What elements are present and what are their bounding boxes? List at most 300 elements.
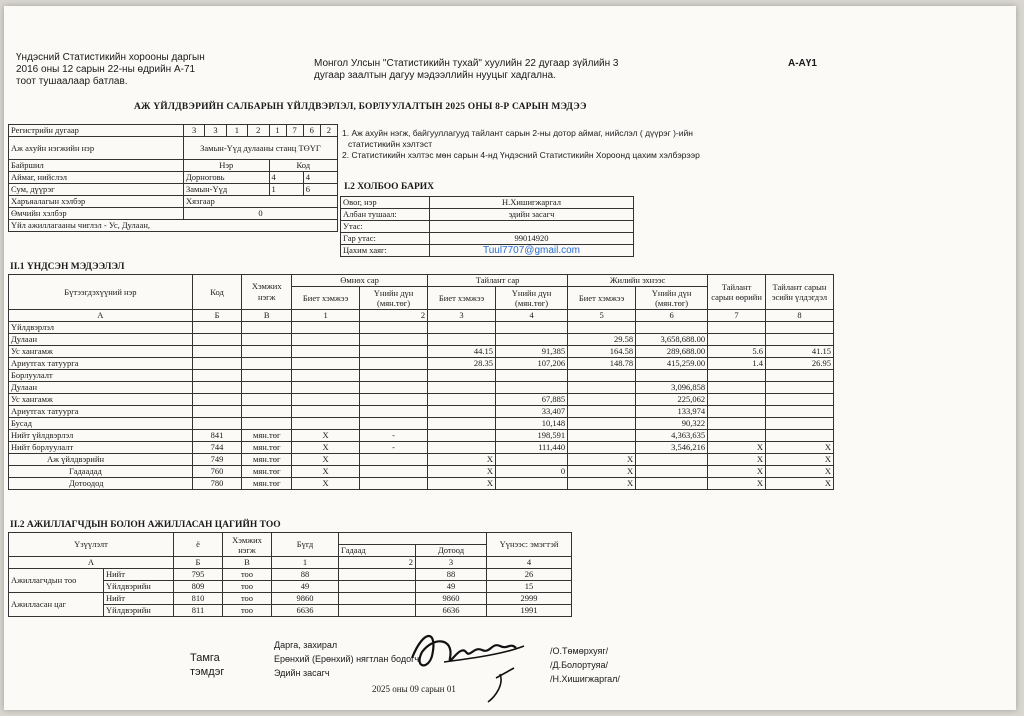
name-label: Аж ахуйн нэгжийн нэр bbox=[9, 137, 184, 160]
cell-product: Ариутгах татуурга bbox=[9, 406, 193, 418]
table-row bbox=[9, 466, 834, 478]
contact-label: Овог, нэр bbox=[341, 197, 430, 209]
cell-cur-value: 0 bbox=[496, 466, 568, 478]
cell-cur-qty bbox=[428, 418, 496, 430]
cell-cur-value bbox=[496, 382, 568, 394]
cell-cur-value bbox=[496, 370, 568, 382]
col-value: Үнийн дүн (мян.төг) bbox=[496, 287, 568, 310]
cell-code bbox=[192, 406, 242, 418]
cell-balance bbox=[765, 322, 833, 334]
index-cell: Б bbox=[192, 310, 242, 322]
cell-product: Үйлдвэрлэл bbox=[9, 322, 193, 334]
sum-code: 6 bbox=[303, 184, 337, 196]
row-unit: тоо bbox=[223, 605, 272, 617]
signatory-names bbox=[550, 646, 620, 685]
role-economist: Эдийн засагч bbox=[274, 668, 330, 678]
cell-cur-qty: 28.35 bbox=[428, 358, 496, 370]
workers-table bbox=[8, 532, 572, 617]
cell-foreign bbox=[339, 605, 416, 617]
cell-prev-qty: X bbox=[292, 466, 360, 478]
cell-prev-qty: X bbox=[292, 442, 360, 454]
cell-cur-value bbox=[496, 322, 568, 334]
col-value: Үнийн дүн (мян.төг) bbox=[360, 287, 428, 310]
cell-cur-qty: X bbox=[428, 478, 496, 490]
cell-prev-qty: X bbox=[292, 454, 360, 466]
cell-unit: мян.төг bbox=[242, 478, 292, 490]
cell-ytd-value bbox=[636, 370, 708, 382]
cell-women: 15 bbox=[487, 581, 572, 593]
cell-total: 6636 bbox=[272, 605, 339, 617]
cell-balance: 41.15 bbox=[765, 346, 833, 358]
cell-cur-qty bbox=[428, 322, 496, 334]
contact-email: Tuul7707@gmail.com bbox=[430, 245, 634, 257]
cell-ytd-value: 225,062 bbox=[636, 394, 708, 406]
cell-code: 760 bbox=[192, 466, 242, 478]
role-accountant: Ерөнхий (Ерөнхий) нягтлан бодогч bbox=[274, 654, 420, 664]
sum-name: Замын-Үүд bbox=[184, 184, 270, 196]
cell-balance: X bbox=[765, 442, 833, 454]
row-label: Нийт bbox=[104, 569, 174, 581]
cell-balance bbox=[765, 394, 833, 406]
cell-prev-qty: X bbox=[292, 430, 360, 442]
name-director: /О.Төмөрхуяг/ bbox=[550, 646, 609, 656]
cell-ytd-value: 3,546,216 bbox=[636, 442, 708, 454]
cell-cur-value: 67,885 bbox=[496, 394, 568, 406]
contact-mobile: 99014920 bbox=[430, 233, 634, 245]
cell-ytd-value: 4,363,635 bbox=[636, 430, 708, 442]
col-qty: Биет хэмжээ bbox=[428, 287, 496, 310]
cell-prev-value bbox=[360, 346, 428, 358]
cell-prev-qty bbox=[292, 334, 360, 346]
cell-prev-qty bbox=[292, 406, 360, 418]
col-women: Үүнээс: эмэгтэй bbox=[487, 533, 572, 557]
ownership-label: Харъяалагын хэлбэр bbox=[9, 196, 184, 208]
cell-code bbox=[192, 394, 242, 406]
reg-digit: 6 bbox=[303, 125, 320, 137]
cell-domestic: 49 bbox=[416, 581, 487, 593]
cell-product: Дотоодод bbox=[9, 478, 193, 490]
cell-ytd-value: 133,974 bbox=[636, 406, 708, 418]
cell-code bbox=[192, 382, 242, 394]
cell-product: Ус хангамж bbox=[9, 394, 193, 406]
cell-women: 2999 bbox=[487, 593, 572, 605]
row-label: Нийт bbox=[104, 593, 174, 605]
table-row bbox=[9, 346, 834, 358]
index-cell: 3 bbox=[416, 557, 487, 569]
role-director: Дарга, захирал bbox=[274, 640, 338, 650]
index-cell: 2 bbox=[360, 310, 428, 322]
approval-note bbox=[16, 52, 205, 88]
cell-cur-qty bbox=[428, 430, 496, 442]
name-economist: /Н.Хишигжаргал/ bbox=[550, 674, 620, 684]
index-cell: Б bbox=[174, 557, 223, 569]
cell-prev-qty bbox=[292, 418, 360, 430]
cell-prev-value bbox=[360, 322, 428, 334]
reg-digit: 2 bbox=[320, 125, 337, 137]
cell-prev-qty bbox=[292, 370, 360, 382]
cell-cur-value: 91,385 bbox=[496, 346, 568, 358]
cell-balance bbox=[765, 334, 833, 346]
cell-product: Дулаан bbox=[9, 334, 193, 346]
contact-label: Албан тушаал: bbox=[341, 209, 430, 221]
cell-cur-value bbox=[496, 454, 568, 466]
cell-ytd-qty: 29.58 bbox=[568, 334, 636, 346]
cell-cur-value bbox=[496, 478, 568, 490]
cell-ytd-value bbox=[636, 478, 708, 490]
cell-code bbox=[192, 370, 242, 382]
table-row bbox=[9, 394, 834, 406]
cell-unit: мян.төг bbox=[242, 442, 292, 454]
cell-unit bbox=[242, 370, 292, 382]
confidentiality-line-2: дугаар заалтын дагуу мэдээллийн нууцыг хадгална. bbox=[314, 70, 556, 81]
cell-code bbox=[192, 322, 242, 334]
cell-balance bbox=[765, 418, 833, 430]
col-code: Код bbox=[192, 275, 242, 310]
cell-pct-own bbox=[708, 430, 766, 442]
cell-product: Гадаадад bbox=[9, 466, 193, 478]
table-row bbox=[9, 418, 834, 430]
cell-ytd-qty: X bbox=[568, 466, 636, 478]
index-cell: 1 bbox=[272, 557, 339, 569]
cell-product: Нийт борлуулалт bbox=[9, 442, 193, 454]
cell-pct-own: X bbox=[708, 442, 766, 454]
signature-icon bbox=[404, 618, 554, 708]
cell-product: Борлуулалт bbox=[9, 370, 193, 382]
note-2: 2. Статистикийн хэлтэс мөн сарын 4-нд Үндэсний Статистикийн Хороонд цахим хэлбэрээр bbox=[342, 150, 700, 160]
col-name-header: Нэр bbox=[184, 160, 270, 172]
cell-product: Ус хангамж bbox=[9, 346, 193, 358]
cell-balance bbox=[765, 370, 833, 382]
cell-ytd-qty: X bbox=[568, 454, 636, 466]
cell-ytd-qty bbox=[568, 394, 636, 406]
cell-cur-qty bbox=[428, 442, 496, 454]
cell-prev-value bbox=[360, 358, 428, 370]
cell-pct-own: 5.6 bbox=[708, 346, 766, 358]
cell-ytd-value bbox=[636, 322, 708, 334]
cell-product: Дулаан bbox=[9, 382, 193, 394]
group-hours: Ажилласан цаг bbox=[9, 593, 104, 617]
row-label: Үйлдвэрийн bbox=[104, 605, 174, 617]
cell-ytd-qty bbox=[568, 406, 636, 418]
cell-pct-own bbox=[708, 406, 766, 418]
contact-position: эдийн засагч bbox=[430, 209, 634, 221]
note-1: 1. Аж ахуйн нэгж, байгууллагууд тайлант сарын 2-ны дотор аймаг, нийслэл ( дүүрэг )-ийн bbox=[342, 128, 693, 138]
col-year-to-date: Жилийн эхнээс bbox=[568, 275, 708, 287]
confidentiality-line-1: Монгол Улсын "Статистикийн тухай" хуулийн 22 дугаар зүйлийн 3 bbox=[314, 58, 619, 69]
group-employees: Ажиллагчдын тоо bbox=[9, 569, 104, 593]
sum-code: 1 bbox=[269, 184, 303, 196]
index-cell: 4 bbox=[496, 310, 568, 322]
property-label: Өмчийн хэлбэр bbox=[9, 208, 184, 220]
row-code: 809 bbox=[174, 581, 223, 593]
company-info-table bbox=[8, 124, 338, 232]
row-code: 811 bbox=[174, 605, 223, 617]
cell-pct-own bbox=[708, 382, 766, 394]
index-cell: В bbox=[223, 557, 272, 569]
cell-foreign bbox=[339, 581, 416, 593]
approval-line-1: Үндэсний Статистикийн хорооны даргын bbox=[16, 52, 205, 63]
cell-cur-value: 111,440 bbox=[496, 442, 568, 454]
cell-cur-qty bbox=[428, 406, 496, 418]
cell-prev-qty bbox=[292, 382, 360, 394]
cell-domestic: 88 bbox=[416, 569, 487, 581]
col-current-month: Тайлант сар bbox=[428, 275, 568, 287]
cell-balance: X bbox=[765, 478, 833, 490]
row-code: 795 bbox=[174, 569, 223, 581]
cell-cur-value: 107,206 bbox=[496, 358, 568, 370]
signature-date: 2025 оны 09 сарын 01 bbox=[372, 684, 456, 694]
cell-ytd-qty bbox=[568, 442, 636, 454]
cell-code: 841 bbox=[192, 430, 242, 442]
index-cell: 7 bbox=[708, 310, 766, 322]
name-accountant: /Д.Болортуяа/ bbox=[550, 660, 608, 670]
submission-notes bbox=[342, 128, 700, 161]
row-unit: тоо bbox=[223, 569, 272, 581]
contact-label: Утас: bbox=[341, 221, 430, 233]
cell-ytd-value bbox=[636, 454, 708, 466]
cell-unit bbox=[242, 418, 292, 430]
cell-ytd-qty bbox=[568, 370, 636, 382]
contact-phone bbox=[430, 221, 634, 233]
col-unit: Хэмжих нэгж bbox=[223, 533, 272, 557]
cell-balance bbox=[765, 406, 833, 418]
col-unit: Хэмжих нэгж bbox=[242, 275, 292, 310]
index-cell: 1 bbox=[292, 310, 360, 322]
location-label: Байршил bbox=[9, 160, 184, 172]
reg-digit: 1 bbox=[269, 125, 286, 137]
cell-product: Аж үйлдвэрийн bbox=[9, 454, 193, 466]
cell-prev-value bbox=[360, 394, 428, 406]
index-cell: А bbox=[9, 557, 174, 569]
cell-ytd-value: 415,259.00 bbox=[636, 358, 708, 370]
form-code: А-АҮ1 bbox=[788, 58, 817, 69]
aimag-name: Дорноговь bbox=[184, 172, 270, 184]
property-value: 0 bbox=[184, 208, 338, 220]
cell-foreign bbox=[339, 569, 416, 581]
cell-ytd-qty bbox=[568, 382, 636, 394]
aimag-code: 4 bbox=[269, 172, 303, 184]
cell-ytd-value: 3,096,858 bbox=[636, 382, 708, 394]
index-row bbox=[9, 310, 834, 322]
col-domestic: Дотоод bbox=[416, 545, 487, 557]
cell-prev-value bbox=[360, 454, 428, 466]
col-indicator: Үзүүлэлт bbox=[9, 533, 174, 557]
col-report-own: Тайлант сарын өөрийн bbox=[708, 275, 766, 310]
cell-ytd-value: 289,688.00 bbox=[636, 346, 708, 358]
table-row bbox=[9, 442, 834, 454]
cell-unit bbox=[242, 394, 292, 406]
col-code-header: Код bbox=[269, 160, 338, 172]
cell-unit bbox=[242, 406, 292, 418]
index-cell: А bbox=[9, 310, 193, 322]
cell-product: Ариутгах татуурга bbox=[9, 358, 193, 370]
index-cell: 5 bbox=[568, 310, 636, 322]
index-cell: 2 bbox=[339, 557, 416, 569]
ownership-value: Хязгаар bbox=[184, 196, 338, 208]
col-report-balance: Тайлант сарын эсийн үлдэгдэл bbox=[765, 275, 833, 310]
row-label: Үйлдвэрийн bbox=[104, 581, 174, 593]
cell-unit bbox=[242, 334, 292, 346]
cell-balance: X bbox=[765, 466, 833, 478]
cell-cur-value: 198,591 bbox=[496, 430, 568, 442]
index-cell: В bbox=[242, 310, 292, 322]
confidentiality-note bbox=[314, 58, 619, 82]
approval-line-3: тоот тушаалаар батлав. bbox=[16, 76, 128, 87]
col-total: Бүгд bbox=[272, 533, 339, 557]
cell-total: 49 bbox=[272, 581, 339, 593]
cell-unit bbox=[242, 346, 292, 358]
reg-digit: 3 bbox=[184, 125, 205, 137]
cell-unit bbox=[242, 382, 292, 394]
cell-ytd-qty bbox=[568, 322, 636, 334]
cell-cur-qty bbox=[428, 334, 496, 346]
cell-women: 26 bbox=[487, 569, 572, 581]
stamp-area bbox=[190, 651, 224, 679]
col-prev-month: Өмнөх сар bbox=[292, 275, 428, 287]
cell-prev-qty bbox=[292, 394, 360, 406]
table-row bbox=[9, 334, 834, 346]
cell-cur-qty bbox=[428, 394, 496, 406]
contact-label: Гар утас: bbox=[341, 233, 430, 245]
cell-pct-own bbox=[708, 394, 766, 406]
row-code: 810 bbox=[174, 593, 223, 605]
cell-ytd-value: 90,322 bbox=[636, 418, 708, 430]
workers-section-title: II.2 АЖИЛЛАГЧДЫН БОЛОН АЖИЛЛАСАН ЦАГИЙН ТОО bbox=[10, 520, 281, 530]
cell-pct-own: 1.4 bbox=[708, 358, 766, 370]
contact-table bbox=[340, 196, 634, 257]
cell-prev-qty: X bbox=[292, 478, 360, 490]
cell-prev-value bbox=[360, 418, 428, 430]
cell-unit bbox=[242, 358, 292, 370]
cell-prev-qty bbox=[292, 358, 360, 370]
aimag-label: Аймаг, нийслэл bbox=[9, 172, 184, 184]
cell-prev-value bbox=[360, 406, 428, 418]
cell-code: 744 bbox=[192, 442, 242, 454]
contact-name: Н.Хишигжаргал bbox=[430, 197, 634, 209]
index-cell: 4 bbox=[487, 557, 572, 569]
main-data-table bbox=[8, 274, 834, 490]
main-section-title: II.1 ҮНДСЭН МЭДЭЭЛЭЛ bbox=[10, 262, 125, 272]
cell-cur-qty: X bbox=[428, 454, 496, 466]
cell-product: Бусад bbox=[9, 418, 193, 430]
cell-code: 780 bbox=[192, 478, 242, 490]
cell-code bbox=[192, 418, 242, 430]
table-row bbox=[9, 406, 834, 418]
cell-ytd-qty bbox=[568, 418, 636, 430]
cell-women: 1991 bbox=[487, 605, 572, 617]
cell-code bbox=[192, 346, 242, 358]
cell-cur-qty: 44.15 bbox=[428, 346, 496, 358]
cell-total: 9860 bbox=[272, 593, 339, 605]
cell-code bbox=[192, 334, 242, 346]
cell-prev-value bbox=[360, 334, 428, 346]
cell-domestic: 9860 bbox=[416, 593, 487, 605]
cell-cur-value bbox=[496, 334, 568, 346]
table-row bbox=[9, 358, 834, 370]
aimag-code: 4 bbox=[303, 172, 337, 184]
cell-cur-qty bbox=[428, 382, 496, 394]
cell-pct-own: X bbox=[708, 466, 766, 478]
cell-domestic: 6636 bbox=[416, 605, 487, 617]
document-page bbox=[4, 6, 1016, 710]
cell-ytd-qty bbox=[568, 430, 636, 442]
cell-pct-own: X bbox=[708, 454, 766, 466]
reg-digit: 7 bbox=[286, 125, 303, 137]
index-cell: 3 bbox=[428, 310, 496, 322]
cell-pct-own: X bbox=[708, 478, 766, 490]
cell-foreign bbox=[339, 593, 416, 605]
cell-ytd-qty: X bbox=[568, 478, 636, 490]
cell-cur-qty bbox=[428, 370, 496, 382]
row-unit: тоо bbox=[223, 593, 272, 605]
table-row bbox=[9, 478, 834, 490]
cell-cur-value: 10,148 bbox=[496, 418, 568, 430]
table-row bbox=[9, 370, 834, 382]
table-row bbox=[9, 322, 834, 334]
row-unit: тоо bbox=[223, 581, 272, 593]
cell-prev-value: - bbox=[360, 442, 428, 454]
cell-pct-own bbox=[708, 418, 766, 430]
approval-line-2: 2016 оны 12 сарын 22-ны өдрийн А-71 bbox=[16, 64, 196, 75]
cell-prev-value bbox=[360, 466, 428, 478]
cell-total: 88 bbox=[272, 569, 339, 581]
index-cell: 6 bbox=[636, 310, 708, 322]
cell-ytd-value bbox=[636, 466, 708, 478]
sum-label: Сум, дүүрэг bbox=[9, 184, 184, 196]
cell-ytd-qty: 148.78 bbox=[568, 358, 636, 370]
table-row bbox=[9, 382, 834, 394]
signatory-roles bbox=[274, 640, 419, 679]
col-foreign: Гадаад bbox=[339, 545, 416, 557]
cell-prev-value: - bbox=[360, 430, 428, 442]
cell-unit: мян.төг bbox=[242, 466, 292, 478]
col-qty: Биет хэмжээ bbox=[292, 287, 360, 310]
table-row bbox=[9, 430, 834, 442]
stamp-label-2: тэмдэг bbox=[190, 666, 225, 678]
cell-ytd-value: 3,658,688.00 bbox=[636, 334, 708, 346]
reg-digit: 3 bbox=[205, 125, 226, 137]
report-title: АЖ ҮЙЛДВЭРИЙН САЛБАРЫН ҮЙЛДВЭРЛЭЛ, БОРЛУУЛАЛТЫН 2025 ОНЫ 8-Р САРЫН МЭДЭЭ bbox=[134, 102, 587, 112]
cell-cur-qty: X bbox=[428, 466, 496, 478]
cell-balance: 26.95 bbox=[765, 358, 833, 370]
company-name: Замын-Үүд дулааны станц ТӨҮГ bbox=[184, 137, 338, 160]
cell-pct-own bbox=[708, 322, 766, 334]
activity-label: Үйл ажиллагааны чиглэл - Ус, Дулаан, bbox=[9, 220, 338, 232]
cell-balance bbox=[765, 430, 833, 442]
cell-prev-value bbox=[360, 478, 428, 490]
col-qty: Биет хэмжээ bbox=[568, 287, 636, 310]
reg-digit: 1 bbox=[226, 125, 247, 137]
stamp-label-1: Тамга bbox=[190, 652, 220, 664]
cell-code bbox=[192, 358, 242, 370]
cell-unit: мян.төг bbox=[242, 454, 292, 466]
contact-title: I.2 ХОЛБОО БАРИХ bbox=[344, 182, 435, 192]
col-product-name: Бүтээгдэхүүний нэр bbox=[9, 275, 193, 310]
cell-product: Нийт үйлдвэрлэл bbox=[9, 430, 193, 442]
cell-balance: X bbox=[765, 454, 833, 466]
note-1b: статистикийн хэлтэст bbox=[348, 139, 433, 149]
cell-code: 749 bbox=[192, 454, 242, 466]
contact-label: Цахим хаяг: bbox=[341, 245, 430, 257]
cell-prev-value bbox=[360, 382, 428, 394]
index-cell: 8 bbox=[765, 310, 833, 322]
cell-unit bbox=[242, 322, 292, 334]
cell-ytd-qty: 164.58 bbox=[568, 346, 636, 358]
cell-prev-qty bbox=[292, 346, 360, 358]
cell-balance bbox=[765, 382, 833, 394]
cell-prev-value bbox=[360, 370, 428, 382]
cell-cur-value: 33,407 bbox=[496, 406, 568, 418]
